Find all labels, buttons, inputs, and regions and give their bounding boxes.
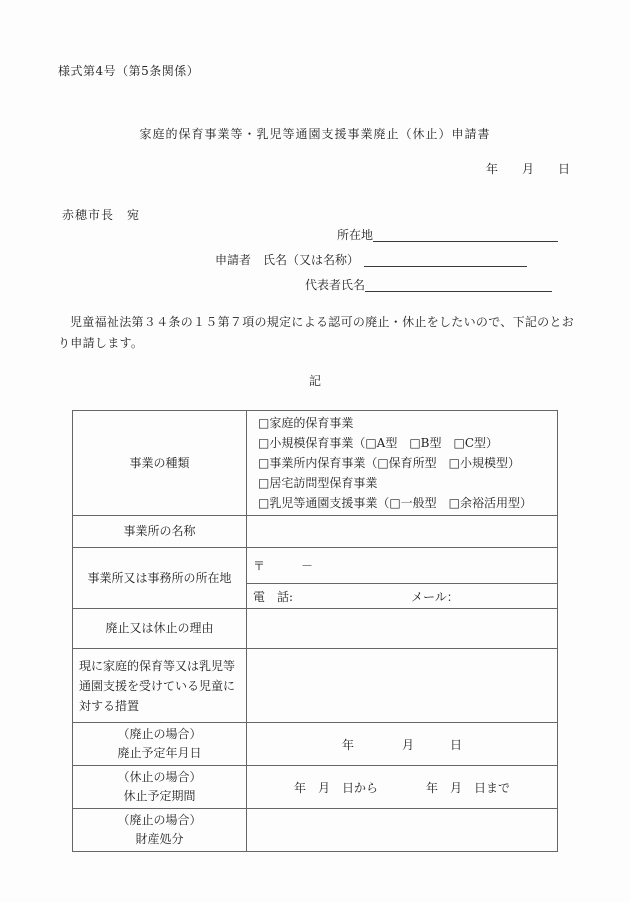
table-row-suspension-period (73, 766, 558, 809)
abolition-date-label (73, 723, 247, 766)
business-type-label: 事業の種類 (73, 411, 247, 516)
postal-dash: － (301, 559, 314, 573)
applicant-representative-row (305, 276, 552, 293)
office-address-label: 事業所又は事務所の所在地 (73, 548, 247, 609)
applicant-label: 申請者 (215, 253, 252, 267)
mail-label: メール： (411, 589, 459, 604)
applicant-address-underline (373, 230, 558, 242)
applicant-name-label: 氏名（又は名称） (263, 253, 360, 267)
application-table (72, 410, 558, 852)
abolition-date-title: 廃止予定年月日 (117, 746, 202, 760)
applicant-address-row (337, 226, 558, 243)
measures-value (247, 649, 558, 723)
office-contact-cell (247, 584, 558, 609)
office-address-postal-cell (247, 548, 558, 584)
applicant-name-row (263, 251, 527, 268)
addressee: 赤穂市長 宛 (62, 208, 141, 222)
applicant-name-underline (364, 255, 527, 267)
phone-label: 電 話: (253, 589, 294, 604)
property-disposal-case: （廃止の場合） (117, 813, 202, 827)
date-line: 年 月 日 (485, 162, 570, 176)
suspension-period-label (73, 766, 247, 809)
property-disposal-title: 財産処分 (135, 832, 184, 846)
reason-value (247, 609, 558, 649)
table-row-measures (73, 649, 558, 723)
checkbox-option-onsite: □事業所内保育事業（□保育所型 □小規模型） (258, 456, 521, 470)
body-paragraph: 児童福祉法第３４条の１５第７項の規定による認可の廃止・休止をしたいので、下記のとおり申請します。 (58, 315, 575, 350)
checkbox-option-home-visit: □居宅訪問型保育事業 (258, 476, 378, 490)
office-name-value (247, 516, 558, 548)
property-disposal-label (73, 809, 247, 852)
table-row-property-disposal (73, 809, 558, 852)
business-type-options (247, 411, 558, 516)
abolition-date-value: 年 月 日 (247, 723, 558, 766)
applicant-representative-underline (365, 280, 552, 292)
applicant-address-label: 所在地 (337, 228, 374, 242)
measures-label: 現に家庭的保育等又は乳児等通園支援を受けている児童に対する措置 (73, 649, 247, 723)
suspension-period-case: （休止の場合） (117, 770, 202, 784)
table-row-abolition-date (73, 723, 558, 766)
postal-mark: 〒 (253, 559, 266, 573)
reason-label: 廃止又は休止の理由 (73, 609, 247, 649)
form-number: 様式第4号（第5条関係） (58, 64, 200, 78)
table-row-office-address (73, 548, 558, 584)
table-row-reason (73, 609, 558, 649)
checkbox-option-family-daycare: □家庭的保育事業 (258, 416, 354, 430)
checkbox-option-infant-commuting: □乳児等通園支援事業（□一般型 □余裕活用型） (258, 496, 533, 510)
office-name-label: 事業所の名称 (73, 516, 247, 548)
suspension-period-value: 年 月 日から 年 月 日まで (247, 766, 558, 809)
table-row-office-name (73, 516, 558, 548)
table-row-business-type (73, 411, 558, 516)
abolition-date-case: （廃止の場合） (117, 727, 202, 741)
property-disposal-value (247, 809, 558, 852)
checkbox-option-small-scale: □小規模保育事業（□A型 □B型 □C型） (258, 436, 499, 450)
record-mark: 記 (308, 374, 321, 388)
suspension-period-title: 休止予定期間 (123, 789, 196, 803)
applicant-representative-label: 代表者氏名 (305, 278, 366, 292)
page-title: 家庭的保育事業等・乳児等通園支援事業廃止（休止）申請書 (139, 127, 491, 141)
